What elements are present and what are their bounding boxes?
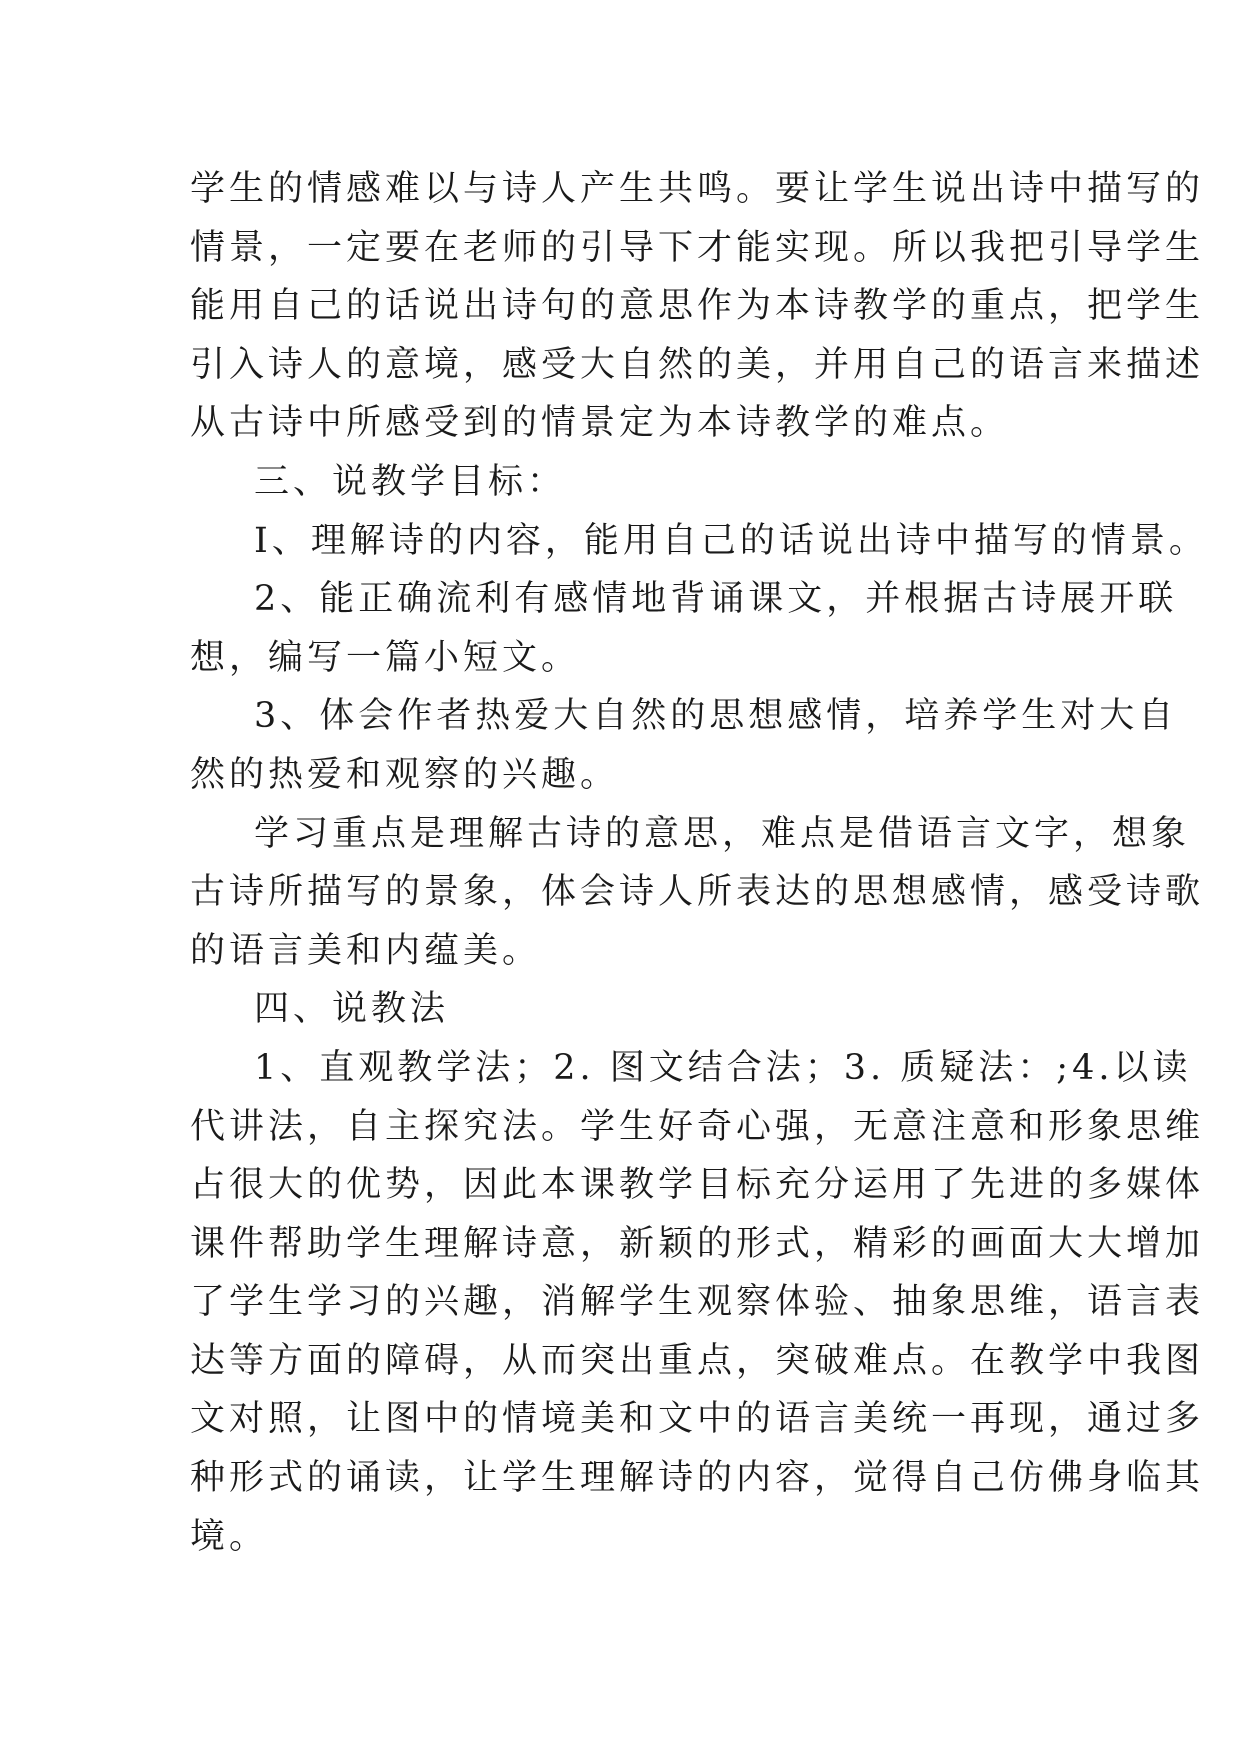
list-item: 2、能正确流利有感情地背诵课文，并根据古诗展开联 xyxy=(254,579,1178,620)
text-line: 的语言美和内蕴美。 xyxy=(190,930,542,971)
text-line: 古诗所描写的景象，体会诗人所表达的思想感情，感受诗歌 xyxy=(190,872,1205,913)
text-line: 达等方面的障碍，从而突出重点，突破难点。在教学中我图 xyxy=(190,1340,1205,1381)
list-item: I、理解诗的内容，能用自己的话说出诗中描写的情景。 xyxy=(254,520,1208,561)
section-heading: 四、说教法 xyxy=(254,989,450,1030)
text-line: 想，编写一篇小短文。 xyxy=(190,637,581,678)
text-line: 代讲法，自主探究法。学生好奇心强，无意注意和形象思维 xyxy=(190,1106,1205,1147)
text-line: 学生的情感难以与诗人产生共鸣。要让学生说出诗中描写的 xyxy=(190,169,1205,209)
text-line: 占很大的优势，因此本课教学目标充分运用了先进的多媒体 xyxy=(190,1165,1205,1206)
list-item: 3、体会作者热爱大自然的思想感情，培养学生对大自 xyxy=(254,696,1178,737)
paragraph-start: 1、直观教学法；2. 图文结合法；3. 质疑法：;4.以读 xyxy=(254,1047,1192,1088)
text-line: 课件帮助学生理解诗意，新颖的形式，精彩的画面大大增加 xyxy=(190,1223,1205,1264)
text-line: 然的热爱和观察的兴趣。 xyxy=(190,754,620,795)
text-line: 境。 xyxy=(190,1516,269,1557)
section-heading: 三、说教学目标： xyxy=(254,461,567,502)
text-line: 文对照，让图中的情境美和文中的语言美统一再现，通过多 xyxy=(190,1399,1205,1440)
text-line: 能用自己的话说出诗句的意思作为本诗教学的重点，把学生 xyxy=(190,286,1205,327)
paragraph-start: 学习重点是理解古诗的意思，难点是借语言文字，想象 xyxy=(254,813,1191,854)
text-line: 种形式的诵读，让学生理解诗的内容，觉得自己仿佛身临其 xyxy=(190,1458,1205,1499)
text-line: 了学生学习的兴趣，消解学生观察体验、抽象思维，语言表 xyxy=(190,1282,1205,1323)
text-line: 从古诗中所感受到的情景定为本诗教学的难点。 xyxy=(190,403,1010,444)
text-line: 引入诗人的意境，感受大自然的美，并用自己的语言来描述 xyxy=(190,344,1205,385)
text-line: 情景，一定要在老师的引导下才能实现。所以我把引导学生 xyxy=(190,227,1205,268)
document-body xyxy=(190,160,1208,1566)
